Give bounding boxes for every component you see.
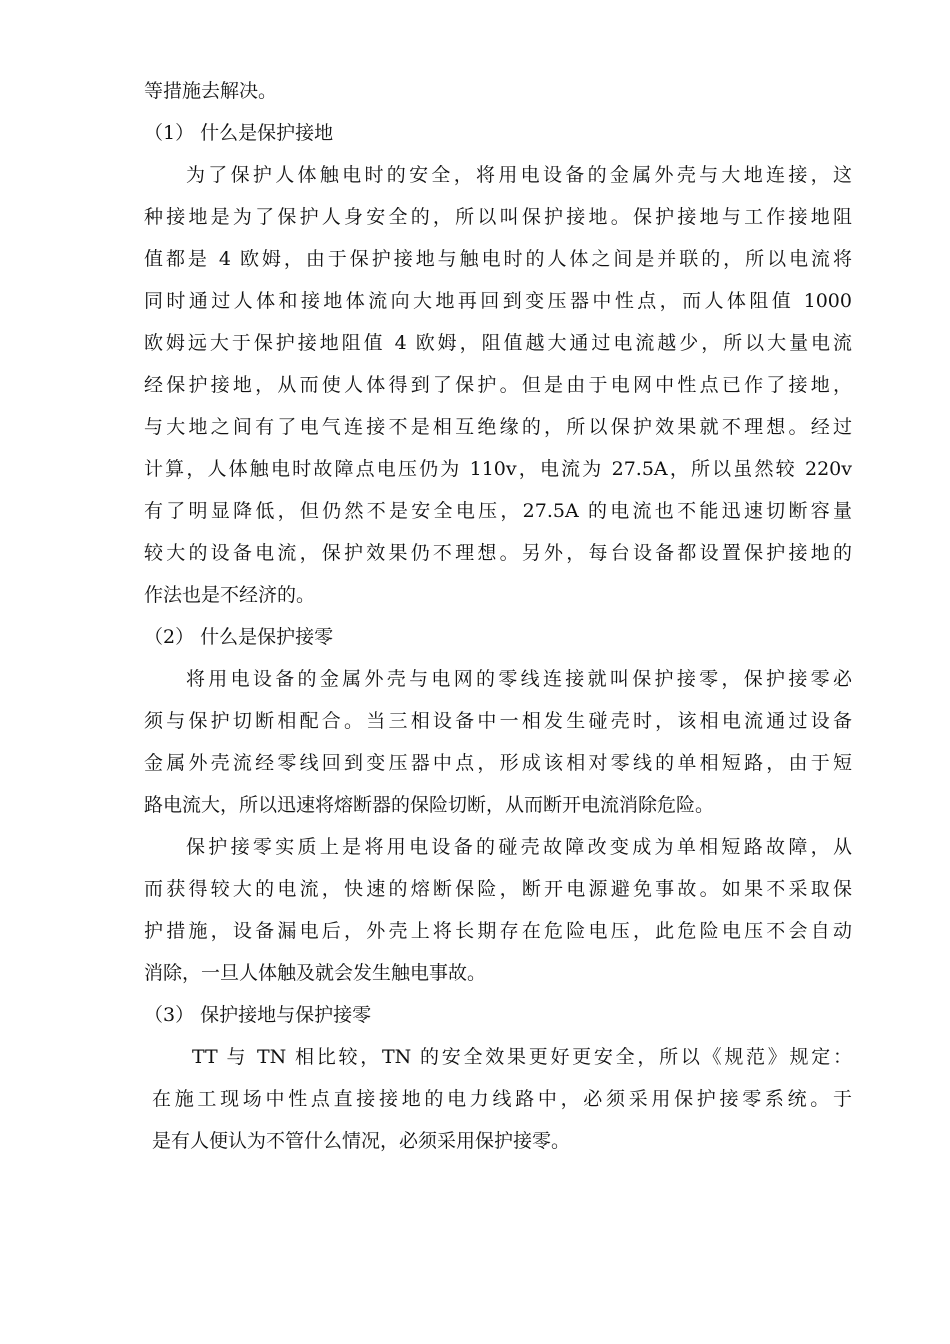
text-line: 种接地是为了保护人身安全的，所以叫保护接地。保护接地与工作接地阻 [144, 206, 852, 228]
text-line: 与大地之间有了电气连接不是相互绝缘的，所以保护效果就不理想。经过 [144, 416, 852, 438]
text-line: 有了明显降低，但仍然不是安全电压，27.5A 的电流也不能迅速切断容量 [144, 500, 852, 522]
section-heading-2: （2） 什么是保护接零 [144, 626, 334, 648]
text-line: 保护接零实质上是将用电设备的碰壳故障改变成为单相短路故障，从 [186, 836, 852, 858]
document-page [144, 70, 852, 1162]
text-line: 须与保护切断相配合。当三相设备中一相发生碰壳时，该相电流通过设备 [144, 710, 852, 732]
text-line: 将用电设备的金属外壳与电网的零线连接就叫保护接零，保护接零必 [186, 668, 852, 690]
text-line: 金属外壳流经零线回到变压器中点，形成该相对零线的单相短路，由于短 [144, 752, 852, 774]
text-line: 作法也是不经济的。 [144, 584, 316, 606]
text-line: 计算，人体触电时故障点电压仍为 110v，电流为 27.5A，所以虽然较 220v [144, 458, 852, 480]
section-heading-1: （1） 什么是保护接地 [144, 122, 334, 144]
text-line: 是有人便认为不管什么情况，必须采用保护接零。 [152, 1130, 571, 1152]
text-line: 较大的设备电流，保护效果仍不理想。另外，每台设备都设置保护接地的 [144, 542, 852, 564]
text-line: 同时通过人体和接地体流向大地再回到变压器中性点，而人体阻值 1000 [144, 290, 852, 312]
text-line: 等措施去解决。 [144, 80, 278, 102]
text-line: 在施工现场中性点直接接地的电力线路中，必须采用保护接零系统。于 [152, 1088, 852, 1110]
text-line: 而获得较大的电流，快速的熔断保险，断开电源避免事故。如果不采取保 [144, 878, 852, 900]
section-heading-3: （3） 保护接地与保护接零 [144, 1004, 372, 1026]
text-line: TT 与 TN 相比较，TN 的安全效果更好更安全，所以《规范》规定： [192, 1046, 852, 1068]
text-line: 欧姆远大于保护接地阻值 4 欧姆，阻值越大通过电流越少，所以大量电流 [144, 332, 852, 354]
text-line: 消除，一旦人体触及就会发生触电事故。 [144, 962, 487, 984]
text-line: 为了保护人体触电时的安全，将用电设备的金属外壳与大地连接，这 [186, 164, 852, 186]
text-line: 护措施，设备漏电后，外壳上将长期存在危险电压，此危险电压不会自动 [144, 920, 852, 942]
text-line: 值都是 4 欧姆，由于保护接地与触电时的人体之间是并联的，所以电流将 [144, 248, 852, 270]
text-line: 经保护接地，从而使人体得到了保护。但是由于电网中性点已作了接地， [144, 374, 852, 396]
text-line: 路电流大，所以迅速将熔断器的保险切断，从而断开电流消除危险。 [144, 794, 715, 816]
